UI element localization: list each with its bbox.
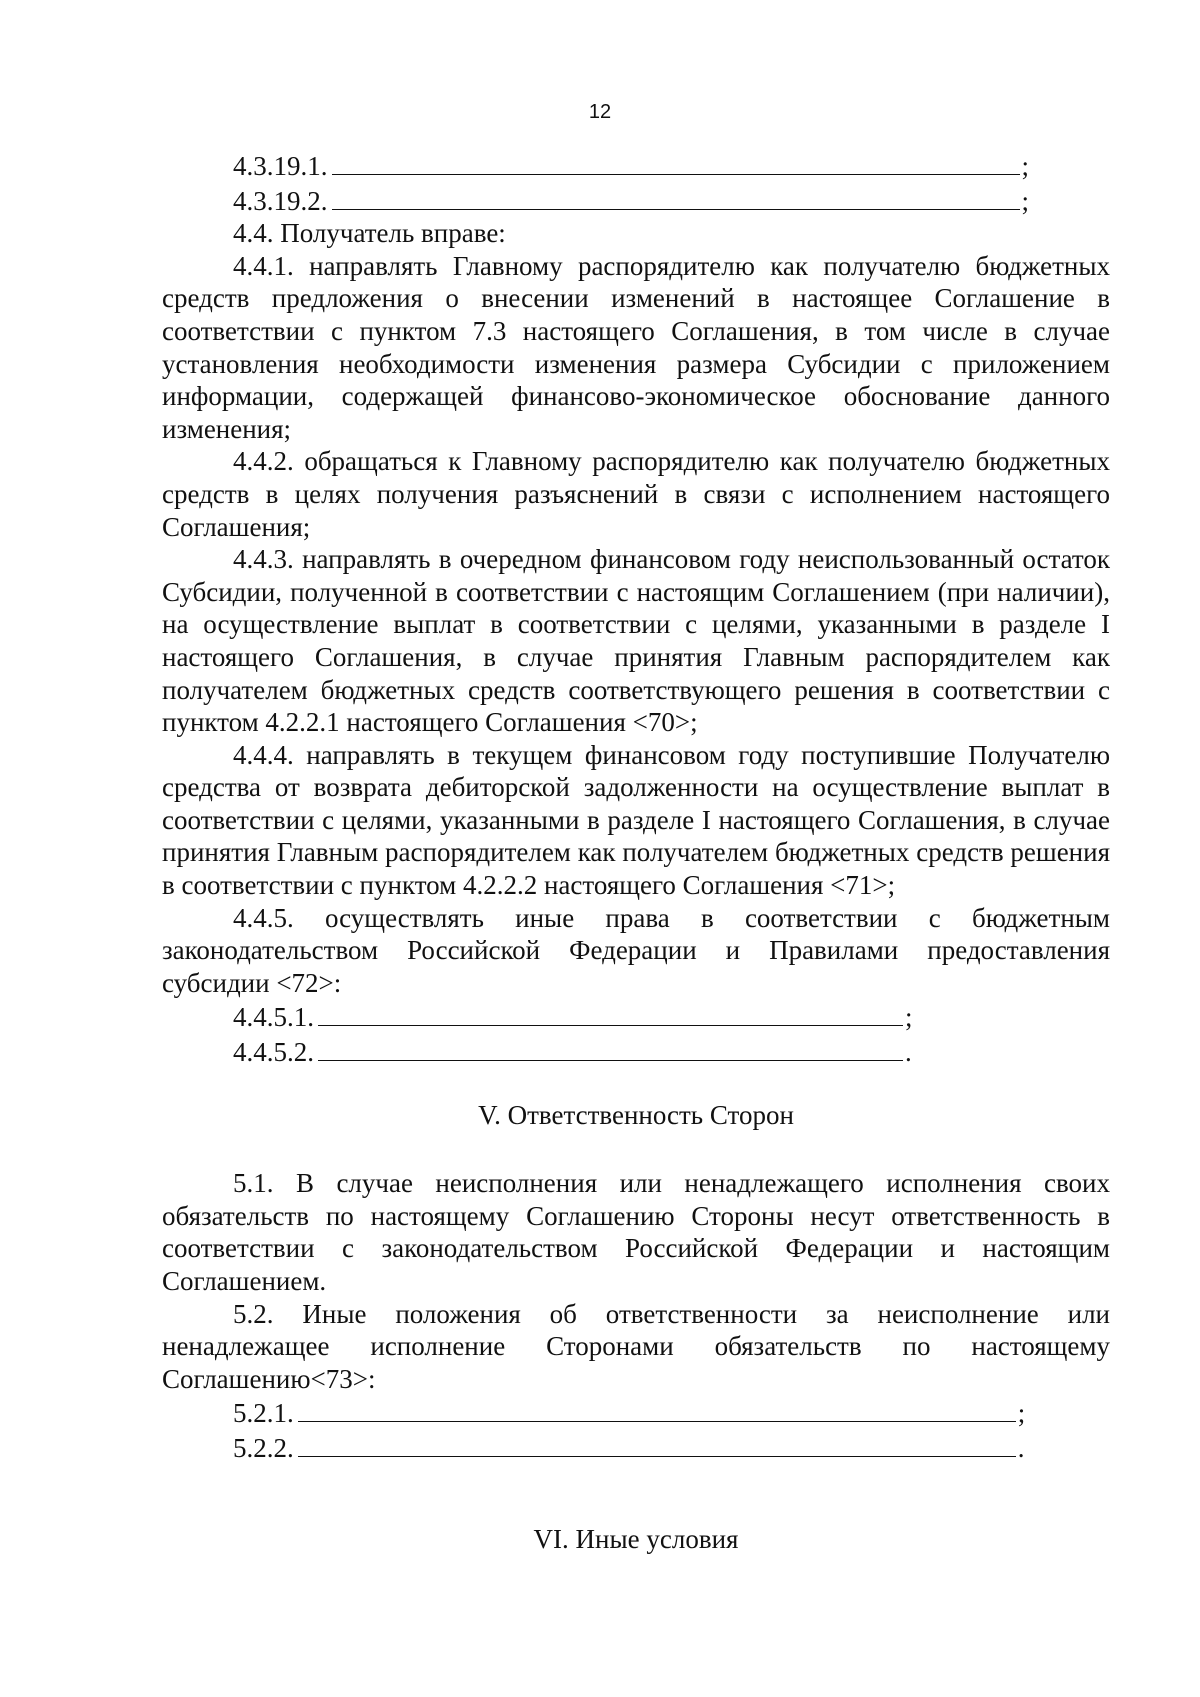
fill-line-end: ; xyxy=(1021,151,1030,181)
fill-line-label: 5.2.1. xyxy=(233,1398,294,1429)
fill-line-end: ; xyxy=(1021,185,1030,216)
fill-line-label: 4.4.5.1. xyxy=(233,1002,314,1033)
fill-line-4-4-5-1 xyxy=(162,999,1110,1034)
fill-line-end: ; xyxy=(905,1002,913,1033)
fill-line-5-2-1 xyxy=(162,1395,1110,1430)
paragraph-4-4-3: 4.4.3. направлять в очередном финансовом году неиспользованный остаток Субсидии, полученной в соответствии с настоящим Соглашением (при наличии), на осуществление выплат в соответствии с целями, указанными в разделе I настоящего Соглашения, в случае принятия Главным распорядителем как получателем бюджетных средств соответствующего решения в соответствии с пунктом 4.2.2.1 настоящего Соглашения <70>; xyxy=(162,544,1110,738)
page-number: 12 xyxy=(588,101,612,123)
fill-line-4-3-19-2 xyxy=(162,183,1110,218)
paragraph-4-4-4: 4.4.4. направлять в текущем финансовом году поступившие Получателю средства от возврата дебиторской задолженности на осуществление выплат в соответствии с целями, указанными в разделе I настоящего Соглашения, в случае принятия Главным распорядителем как получателем бюджетных средств решения в соответствии с пунктом 4.2.2.2 настоящего Соглашения <71>; xyxy=(162,739,1110,901)
blank-line xyxy=(332,148,1020,175)
paragraph-4-4: 4.4. Получатель вправе: xyxy=(233,218,506,249)
fill-line-4-3-19-1 xyxy=(162,148,1110,183)
paragraph-5-1: 5.1. В случае неисполнения или ненадлежащего исполнения своих обязательств по настоящему Соглашению Стороны несут ответственность в соответствии с законодательством Российской Федерации и настоящим Соглашением. xyxy=(162,1168,1110,1296)
blank-line xyxy=(332,183,1020,210)
fill-line-label: 4.3.19.2. xyxy=(233,185,328,216)
paragraph-4-4-1: 4.4.1. направлять Главному распорядителю как получателю бюджетных средств предложения о внесении изменений в настоящее Соглашение в соответствии с пунктом 7.3 настоящего Соглашения, в том числе в случае установления необходимости изменения размера Субсидии с приложением информации, содержащей финансово-экономическое обоснование данного изменения; xyxy=(162,250,1110,444)
blank-line xyxy=(318,999,903,1026)
fill-line-label: 4.3.19.1. xyxy=(233,151,328,181)
fill-line-end: ; xyxy=(1017,1398,1026,1429)
blank-line xyxy=(298,1430,1016,1457)
paragraph-5-2: 5.2. Иные положения об ответственности за неисполнение или ненадлежащее исполнение Сторонами обязательств по настоящему Соглашению<73>: xyxy=(162,1298,1110,1394)
section-heading-vi: VI. Иные условия xyxy=(533,1523,739,1554)
document-body xyxy=(162,148,1110,1555)
fill-line-end: . xyxy=(1017,1432,1025,1463)
fill-line-label: 4.4.5.2. xyxy=(233,1037,314,1068)
blank-line xyxy=(318,1034,903,1061)
fill-line-5-2-2 xyxy=(162,1430,1110,1465)
fill-line-end: . xyxy=(905,1037,912,1068)
fill-line-label: 5.2.2. xyxy=(233,1432,294,1463)
paragraph-4-4-2: 4.4.2. обращаться к Главному распорядителю как получателю бюджетных средств в целях получения разъяснений в связи с исполнением настоящего Соглашения; xyxy=(162,446,1110,542)
paragraph-4-4-5: 4.4.5. осуществлять иные права в соответствии с бюджетным законодательством Российской Федерации и Правилами предоставления субсидии <72>: xyxy=(162,902,1110,998)
fill-line-4-4-5-2 xyxy=(162,1034,1110,1069)
blank-line xyxy=(298,1395,1016,1422)
section-heading-v: V. Ответственность Сторон xyxy=(478,1099,794,1130)
